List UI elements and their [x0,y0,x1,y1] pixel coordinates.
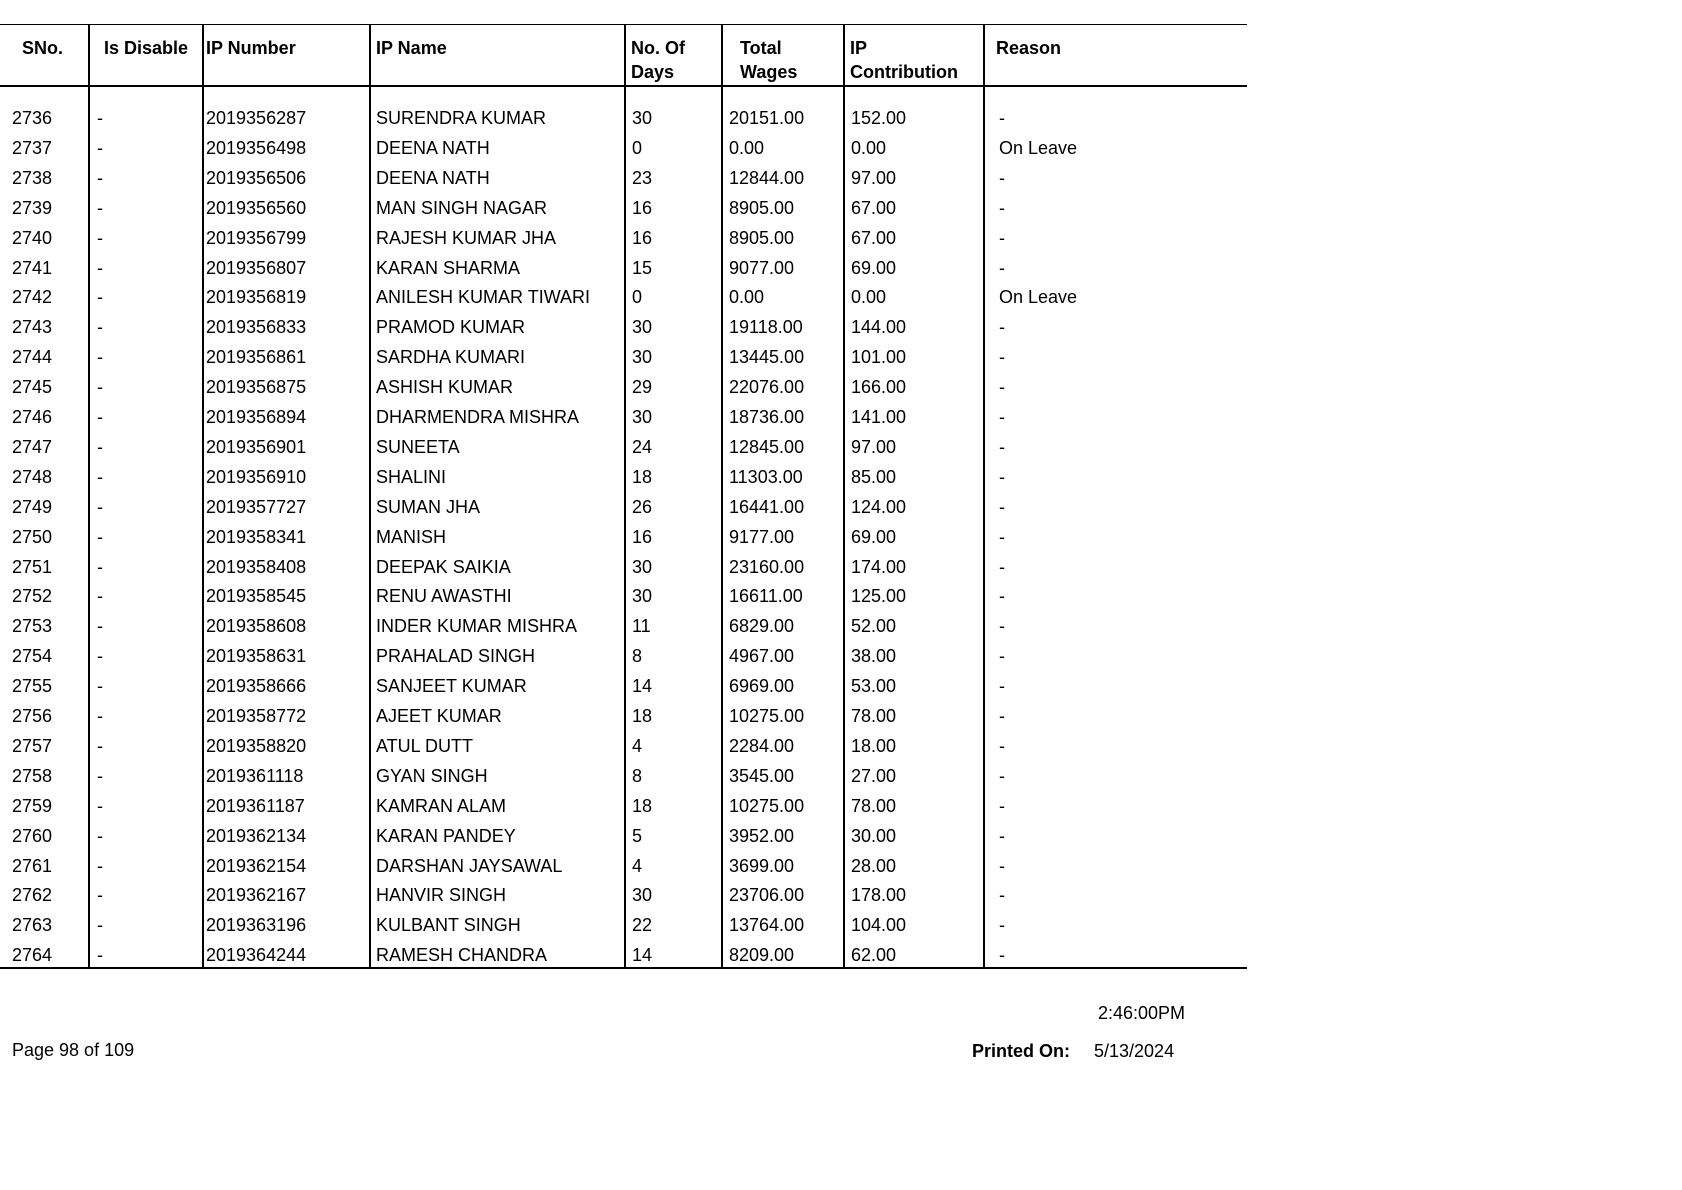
cell-wages: 8905.00 [729,227,795,248]
cell-ip-name: SANJEET KUMAR [376,676,527,697]
cell-sno: 2763 [12,915,53,936]
cell-ip-name: RAJESH KUMAR JHA [376,227,557,248]
cell-wages: 13445.00 [729,347,805,368]
cell-reason: - [999,257,1005,278]
cell-ip-number: 2019357727 [206,496,307,517]
cell-ip-name: RENU AWASTHI [376,586,512,607]
table-row [0,791,1247,821]
cell-contribution: 38.00 [851,646,897,667]
cell-sno: 2758 [12,765,53,786]
cell-wages: 12844.00 [729,167,805,188]
cell-is-disable: - [97,706,103,726]
cell-ip-number: 2019356833 [206,317,307,338]
cell-is-disable: - [97,855,103,876]
cell-sno: 2738 [12,167,53,188]
cell-ip-name: ASHISH KUMAR [376,377,514,398]
cell-ip-number: 2019356819 [206,287,307,308]
cell-days: 8 [632,765,643,786]
cell-days: 18 [632,466,653,487]
cell-wages: 10275.00 [729,795,805,816]
cell-ip-name: MAN SINGH NAGAR [376,197,548,218]
table-row [0,432,1247,462]
cell-sno: 2751 [12,556,53,577]
header-no-of-days [631,36,685,84]
cell-contribution: 152.00 [851,108,907,128]
cell-wages: 20151.00 [729,108,805,128]
cell-contribution: 78.00 [851,795,897,816]
cell-sno: 2750 [12,526,53,547]
table-row [0,821,1247,851]
cell-sno: 2749 [12,496,53,517]
cell-ip-name: SHALINI [376,466,447,487]
cell-reason: - [999,885,1005,906]
cell-sno: 2745 [12,377,53,398]
cell-ip-name: ATUL DUTT [376,735,473,756]
cell-sno: 2736 [12,108,53,128]
cell-ip-name: HANVIR SINGH [376,885,507,906]
cell-reason: - [999,855,1005,876]
cell-wages: 9077.00 [729,257,795,278]
cell-days: 4 [632,735,643,756]
cell-is-disable: - [97,676,103,697]
cell-contribution: 166.00 [851,377,907,398]
cell-days: 4 [632,855,643,876]
cell-sno: 2748 [12,466,53,487]
cell-ip-number: 2019358608 [206,616,307,637]
cell-ip-number: 2019356560 [206,197,307,218]
cell-sno: 2762 [12,885,53,906]
cell-contribution: 18.00 [851,735,897,756]
table-row [0,731,1247,761]
cell-sno: 2739 [12,197,53,218]
page-number: Page 98 of 109 [12,1040,135,1060]
cell-wages: 6969.00 [729,676,795,697]
cell-days: 8 [632,646,643,667]
cell-is-disable: - [97,795,103,816]
cell-wages: 8905.00 [729,197,795,218]
cell-wages: 4967.00 [729,646,795,667]
cell-ip-number: 2019356498 [206,137,307,158]
cell-contribution: 62.00 [851,945,897,966]
cell-days: 18 [632,706,653,726]
cell-days: 18 [632,795,653,816]
cell-ip-name: ANILESH KUMAR TIWARI [376,287,591,308]
header-no-of-days-line1: No. Of [631,38,685,58]
cell-sno: 2741 [12,257,53,278]
cell-ip-number: 2019358772 [206,706,307,726]
cell-wages: 3952.00 [729,825,795,846]
cell-contribution: 125.00 [851,586,907,607]
cell-sno: 2742 [12,287,53,308]
cell-wages: 16441.00 [729,496,805,517]
cell-days: 14 [632,676,653,697]
table-row [0,492,1247,522]
cell-is-disable: - [97,436,103,457]
cell-contribution: 85.00 [851,466,897,487]
cell-is-disable: - [97,765,103,786]
cell-days: 30 [632,347,653,368]
cell-ip-number: 2019358545 [206,586,307,607]
cell-ip-name: KAMRAN ALAM [376,795,507,816]
cell-wages: 11303.00 [729,466,803,487]
cell-ip-number: 2019356875 [206,377,307,398]
cell-reason: - [999,496,1005,517]
header-ip-contribution-line1: IP [850,38,868,58]
cell-ip-name: KULBANT SINGH [376,915,521,936]
cell-ip-number: 2019364244 [206,945,307,966]
cell-is-disable: - [97,347,103,368]
cell-ip-number: 2019363196 [206,915,307,936]
table-row [0,402,1247,432]
cell-ip-name: KARAN SHARMA [376,257,521,278]
table-row [0,133,1247,163]
table-bottom-rule [0,967,1247,969]
cell-ip-number: 2019356807 [206,257,307,278]
cell-ip-name: AJEET KUMAR [376,706,502,726]
cell-reason: - [999,466,1005,487]
cell-days: 30 [632,586,653,607]
table-row [0,940,1247,970]
cell-days: 0 [632,287,643,308]
cell-wages: 3545.00 [729,765,795,786]
cell-is-disable: - [97,735,103,756]
cell-sno: 2753 [12,616,53,637]
cell-contribution: 27.00 [851,765,897,786]
table-row [0,671,1247,701]
header-total-wages [740,36,797,84]
cell-ip-number: 2019358631 [206,646,307,667]
cell-ip-number: 2019356901 [206,436,307,457]
cell-reason: - [999,915,1005,936]
header-ip-number: IP Number [206,38,296,58]
cell-reason: - [999,676,1005,697]
printed-date: 5/13/2024 [1094,1041,1175,1061]
cell-contribution: 144.00 [851,317,907,338]
cell-contribution: 0.00 [851,137,887,158]
header-no-of-days-line2: Days [631,62,675,82]
cell-ip-name: GYAN SINGH [376,765,488,786]
header-total-wages-line2: Wages [740,62,798,82]
cell-wages: 2284.00 [729,735,795,756]
cell-sno: 2754 [12,646,53,667]
cell-sno: 2760 [12,825,53,846]
header-ip-contribution-line2: Contribution [850,62,958,82]
cell-ip-number: 2019356861 [206,347,307,368]
cell-ip-number: 2019358408 [206,556,307,577]
cell-reason: - [999,795,1005,816]
cell-reason: - [999,407,1005,427]
cell-ip-name: SUMAN JHA [376,496,481,517]
cell-ip-name: RAMESH CHANDRA [376,945,548,966]
cell-reason: - [999,197,1005,218]
cell-wages: 0.00 [729,137,765,158]
cell-ip-name: SARDHA KUMARI [376,347,526,368]
printed-on-label: Printed On: [972,1041,1070,1061]
cell-reason: - [999,556,1005,577]
table-row [0,103,1247,133]
cell-days: 30 [632,317,653,338]
cell-wages: 0.00 [729,287,765,308]
table-row [0,641,1247,671]
table-row [0,880,1247,910]
cell-days: 11 [632,616,651,637]
cell-ip-name: DEENA NATH [376,167,490,188]
cell-reason: - [999,586,1005,607]
header-ip-name: IP Name [376,38,447,58]
cell-wages: 3699.00 [729,855,795,876]
cell-is-disable: - [97,137,103,158]
cell-is-disable: - [97,407,103,427]
cell-is-disable: - [97,556,103,577]
cell-days: 30 [632,108,653,128]
cell-reason: - [999,735,1005,756]
cell-is-disable: - [97,945,103,966]
cell-contribution: 97.00 [851,436,897,457]
cell-is-disable: - [97,257,103,278]
cell-ip-number: 2019362167 [206,885,307,906]
table-row [0,193,1247,223]
cell-days: 22 [632,915,653,936]
cell-ip-number: 2019356799 [206,227,307,248]
cell-wages: 19118.00 [729,317,803,338]
cell-sno: 2746 [12,407,53,427]
cell-sno: 2752 [12,586,53,607]
cell-contribution: 0.00 [851,287,887,308]
cell-contribution: 28.00 [851,855,897,876]
header-is-disable: Is Disable [104,38,189,58]
header-total-wages-line1: Total [740,38,782,58]
cell-is-disable: - [97,646,103,667]
cell-sno: 2743 [12,317,53,338]
cell-contribution: 141.00 [851,407,907,427]
cell-ip-number: 2019361187 [206,795,305,816]
cell-contribution: 69.00 [851,257,897,278]
cell-is-disable: - [97,885,103,906]
cell-is-disable: - [97,377,103,398]
cell-contribution: 53.00 [851,676,897,697]
cell-reason: - [999,377,1005,398]
header-reason: Reason [996,38,1062,58]
cell-days: 16 [632,197,653,218]
cell-ip-name: DARSHAN JAYSAWAL [376,855,563,876]
cell-is-disable: - [97,915,103,936]
cell-ip-number: 2019362134 [206,825,307,846]
table-row [0,342,1247,372]
cell-wages: 22076.00 [729,377,805,398]
cell-contribution: 104.00 [851,915,907,936]
cell-days: 0 [632,137,643,158]
table-row [0,253,1247,283]
cell-reason: On Leave [999,137,1078,158]
cell-reason: - [999,765,1005,786]
cell-is-disable: - [97,825,103,846]
cell-is-disable: - [97,317,103,338]
cell-reason: - [999,227,1005,248]
cell-contribution: 97.00 [851,167,897,188]
cell-ip-number: 2019356287 [206,108,307,128]
cell-wages: 12845.00 [729,436,805,457]
table-row [0,851,1247,881]
cell-contribution: 124.00 [851,496,907,517]
cell-days: 30 [632,407,653,427]
cell-reason: - [999,706,1005,726]
cell-contribution: 178.00 [851,885,907,906]
cell-sno: 2764 [12,945,53,966]
cell-is-disable: - [97,466,103,487]
cell-ip-number: 2019361118 [206,765,304,786]
cell-wages: 10275.00 [729,706,805,726]
cell-ip-name: INDER KUMAR MISHRA [376,616,578,637]
cell-reason: - [999,646,1005,667]
cell-days: 16 [632,526,653,547]
table-row [0,761,1247,791]
cell-ip-name: SUNEETA [376,436,460,457]
cell-ip-number: 2019356894 [206,407,307,427]
cell-sno: 2757 [12,735,53,756]
cell-wages: 23706.00 [729,885,805,906]
cell-ip-number: 2019356910 [206,466,307,487]
cell-is-disable: - [97,108,103,128]
table-row [0,163,1247,193]
table-row [0,701,1247,731]
cell-contribution: 174.00 [851,556,907,577]
cell-wages: 6829.00 [729,616,795,637]
cell-ip-name: PRAHALAD SINGH [376,646,536,667]
printed-time: 2:46:00PM [1098,1003,1186,1023]
cell-reason: - [999,526,1005,547]
cell-sno: 2744 [12,347,53,368]
cell-ip-name: PRAMOD KUMAR [376,317,526,338]
cell-sno: 2755 [12,676,53,697]
cell-ip-name: DEEPAK SAIKIA [376,556,511,577]
cell-wages: 23160.00 [729,556,805,577]
cell-contribution: 52.00 [851,616,897,637]
table-row [0,312,1247,342]
header-sno: SNo. [22,38,64,58]
cell-days: 26 [632,496,653,517]
table-row [0,611,1247,641]
cell-ip-name: DHARMENDRA MISHRA [376,407,580,427]
cell-reason: - [999,167,1005,188]
cell-is-disable: - [97,167,103,188]
cell-sno: 2756 [12,706,53,726]
cell-days: 29 [632,377,653,398]
cell-days: 14 [632,945,653,966]
table-row [0,372,1247,402]
cell-reason: - [999,317,1005,338]
cell-reason: - [999,616,1005,637]
cell-contribution: 78.00 [851,706,897,726]
cell-wages: 13764.00 [729,915,805,936]
cell-contribution: 67.00 [851,227,897,248]
cell-is-disable: - [97,586,103,607]
cell-contribution: 101.00 [851,347,907,368]
header-bottom-rule [0,85,1247,87]
cell-reason: - [999,108,1005,128]
cell-ip-number: 2019358666 [206,676,307,697]
cell-is-disable: - [97,197,103,218]
cell-sno: 2747 [12,436,53,457]
cell-sno: 2737 [12,137,53,158]
cell-reason: - [999,825,1005,846]
cell-days: 30 [632,556,653,577]
cell-sno: 2759 [12,795,53,816]
cell-days: 30 [632,885,653,906]
cell-is-disable: - [97,287,103,308]
cell-wages: 9177.00 [729,526,795,547]
cell-is-disable: - [97,496,103,517]
cell-contribution: 30.00 [851,825,897,846]
table-row [0,910,1247,940]
cell-days: 5 [632,825,643,846]
cell-ip-name: MANISH [376,526,447,547]
cell-days: 16 [632,227,653,248]
cell-ip-number: 2019362154 [206,855,307,876]
cell-wages: 8209.00 [729,945,795,966]
cell-days: 24 [632,436,653,457]
cell-reason: On Leave [999,287,1078,308]
table-row [0,552,1247,582]
cell-contribution: 69.00 [851,526,897,547]
table-row [0,522,1247,552]
cell-days: 15 [632,257,653,278]
cell-sno: 2740 [12,227,53,248]
cell-ip-number: 2019358820 [206,735,307,756]
table-row [0,223,1247,253]
cell-is-disable: - [97,227,103,248]
table-row [0,462,1247,492]
cell-reason: - [999,945,1005,966]
table-row [0,581,1247,611]
cell-ip-number: 2019358341 [206,526,307,547]
cell-reason: - [999,436,1005,457]
cell-wages: 18736.00 [729,407,805,427]
cell-is-disable: - [97,526,103,547]
cell-ip-number: 2019356506 [206,167,307,188]
table-row [0,282,1247,312]
cell-wages: 16611.00 [729,586,803,607]
cell-ip-name: SURENDRA KUMAR [376,108,547,128]
cell-reason: - [999,347,1005,368]
cell-days: 23 [632,167,653,188]
cell-is-disable: - [97,616,103,637]
cell-sno: 2761 [12,855,53,876]
cell-contribution: 67.00 [851,197,897,218]
header-ip-contribution [850,36,958,84]
cell-ip-name: DEENA NATH [376,137,490,158]
cell-ip-name: KARAN PANDEY [376,825,516,846]
